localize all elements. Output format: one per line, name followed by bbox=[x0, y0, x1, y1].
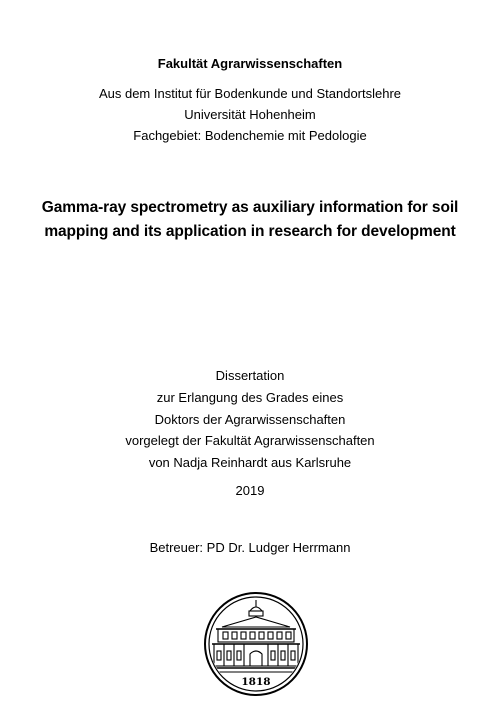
university-seal-icon bbox=[204, 588, 308, 700]
author-line: von Nadja Reinhardt aus Karlsruhe bbox=[148, 455, 352, 470]
dissertation-line: vorgelegt der Fakultät Agrarwissenschaften bbox=[125, 433, 375, 448]
seal-year: 1818 bbox=[241, 676, 271, 688]
institute-line: Aus dem Institut für Bodenkunde und Standortslehre bbox=[98, 86, 402, 101]
thesis-title-line1: Gamma-ray spectrometry as auxiliary information for soil bbox=[41, 199, 459, 216]
dissertation-line: Doktors der Agrarwissenschaften bbox=[154, 412, 346, 427]
thesis-title-line2: mapping and its application in research for development bbox=[44, 223, 456, 240]
faculty-name: Fakultät Agrarwissenschaften bbox=[157, 56, 343, 71]
university-line: Universität Hohenheim bbox=[184, 107, 316, 122]
year: 2019 bbox=[235, 483, 265, 498]
dissertation-line: zur Erlangung des Grades eines bbox=[156, 390, 344, 405]
dissertation-label: Dissertation bbox=[215, 368, 285, 383]
supervisor-line: Betreuer: PD Dr. Ludger Herrmann bbox=[149, 540, 351, 555]
department-line: Fachgebiet: Bodenchemie mit Pedologie bbox=[133, 128, 367, 143]
